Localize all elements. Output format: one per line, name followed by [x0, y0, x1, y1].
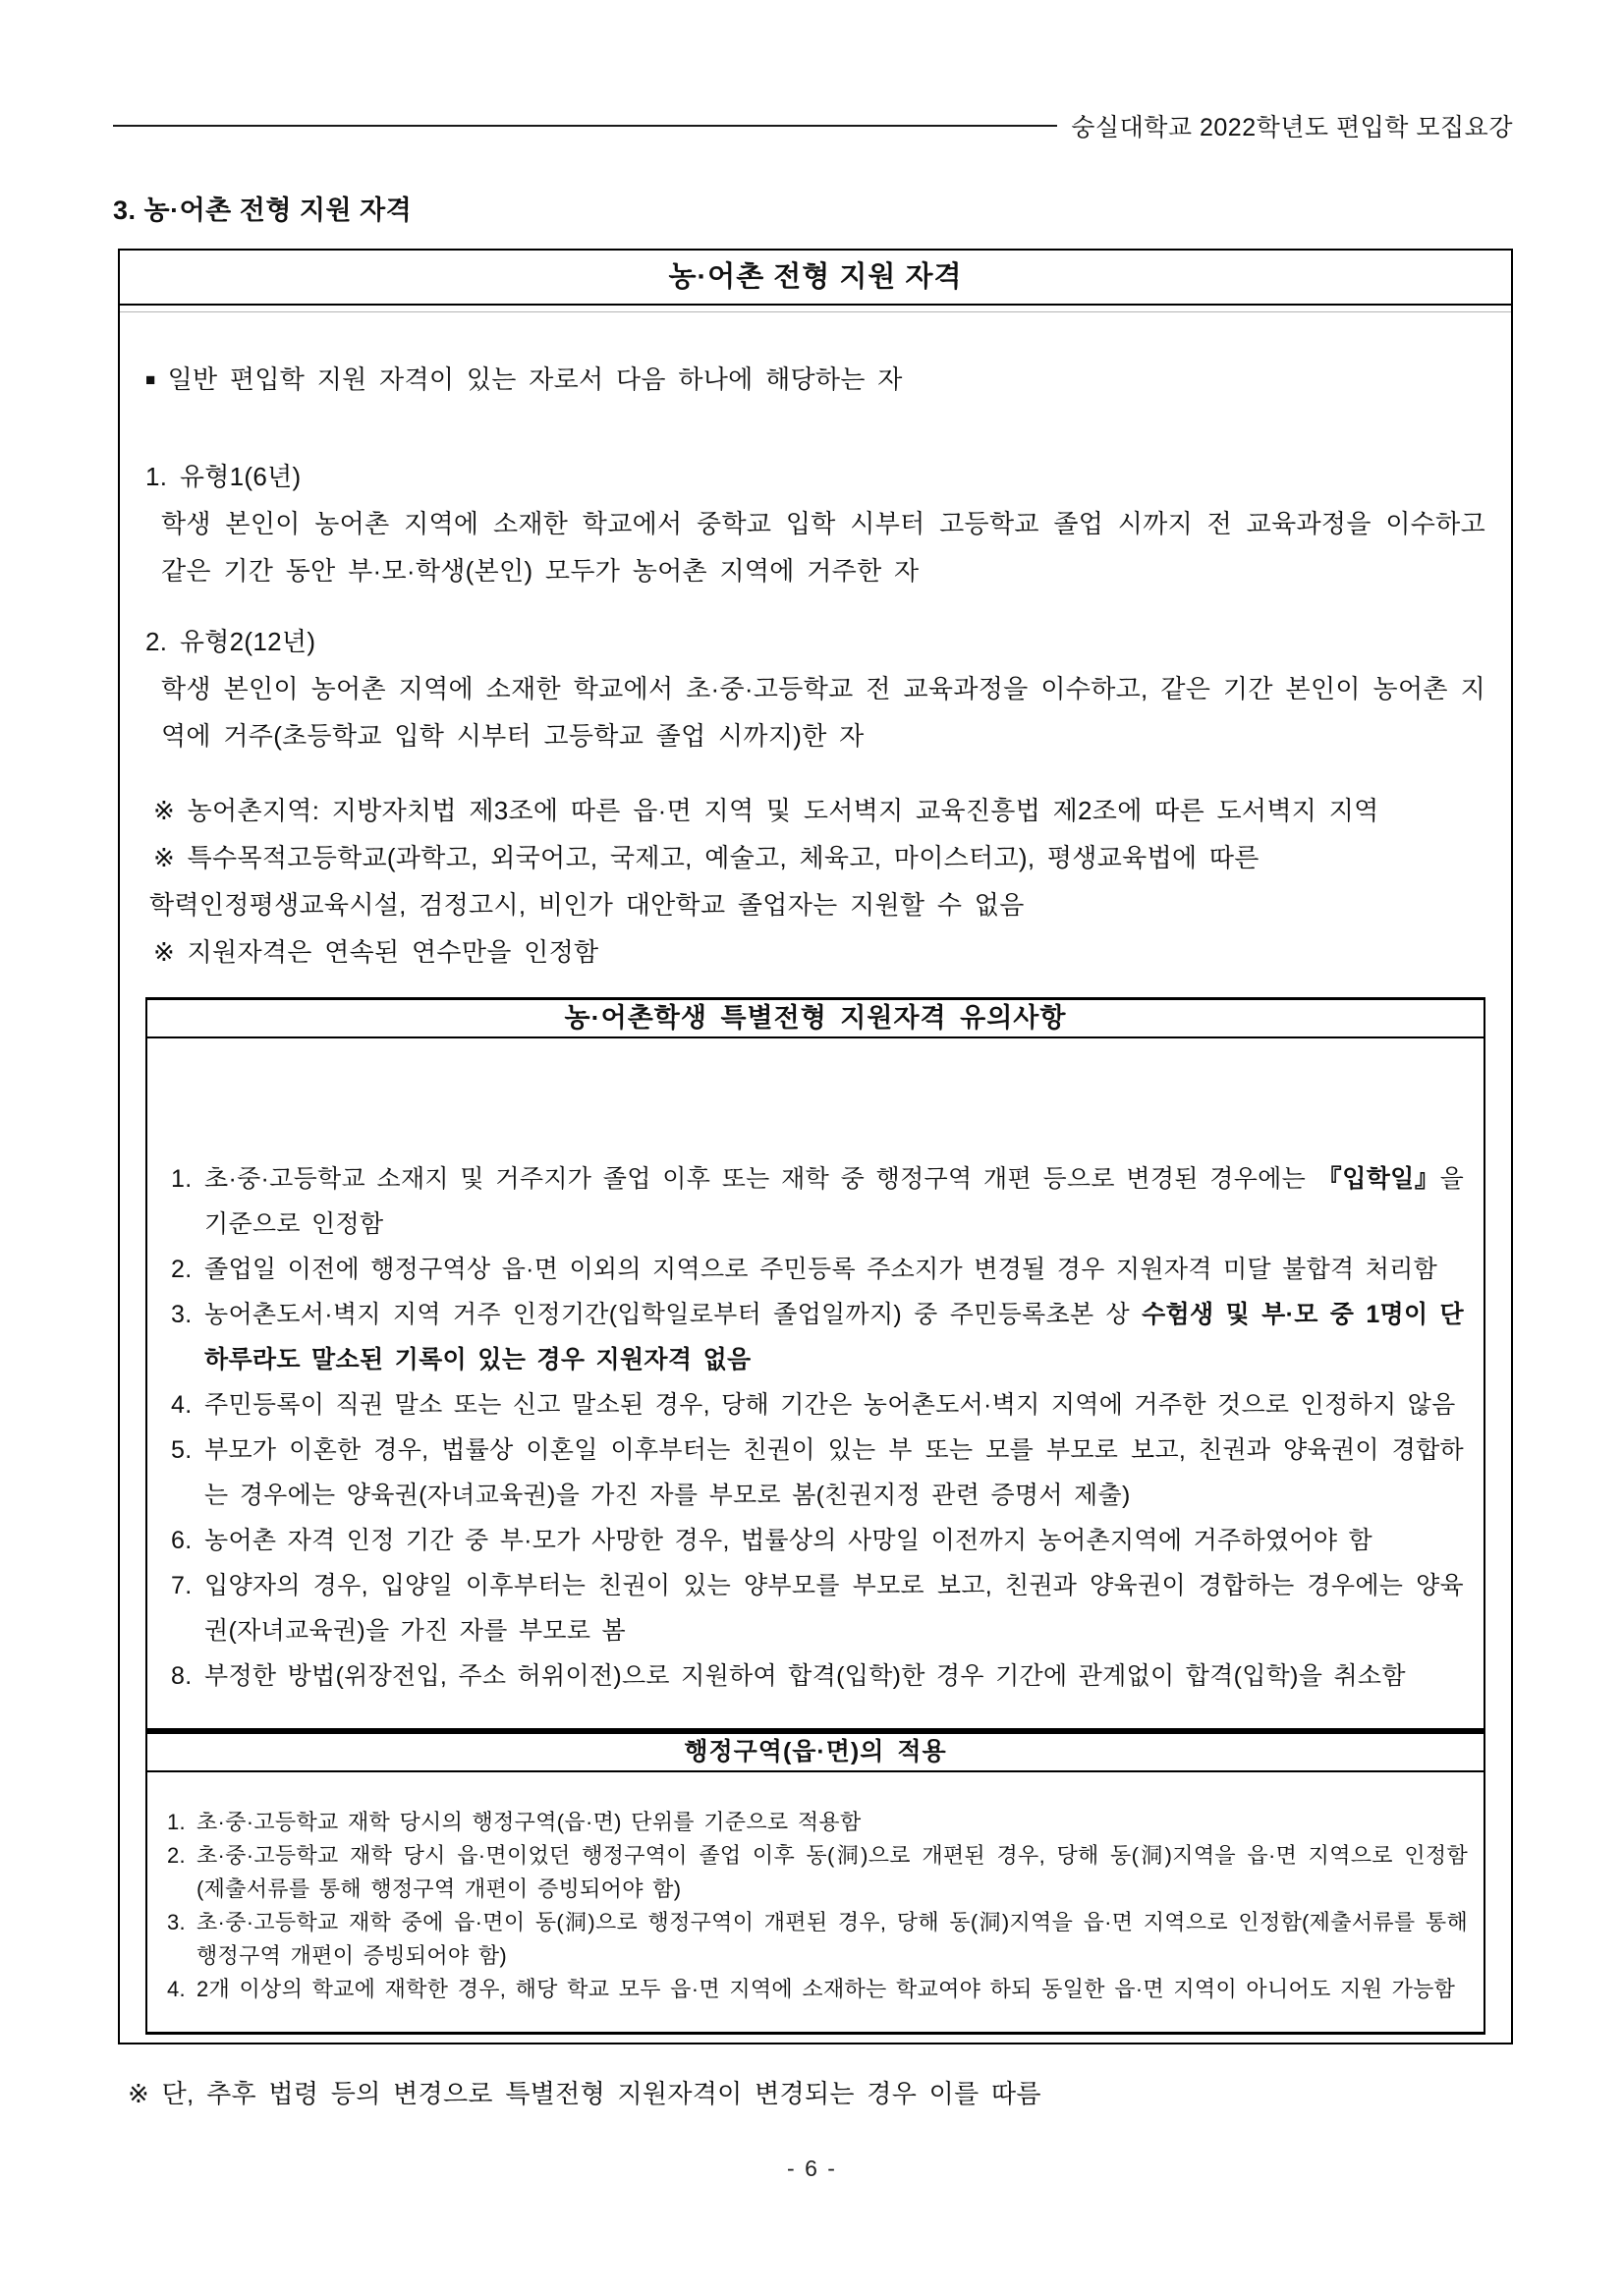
notice-item-text: 초·중·고등학교 소재지 및 거주지가 졸업 이후 또는 재학 중 행정구역 개편 등으로 변경된 경우에는 『입학일』을 기준으로 인정함 [204, 1165, 1465, 1238]
district-item [167, 1806, 1468, 1839]
notice-item-text: 입양자의 경우, 입양일 이후부터는 친권이 있는 양부모를 부모로 보고, 친권과 양육권이 경합하는 경우에는 양육권(자녀교육권)을 가진 자를 부모로 봄 [204, 1572, 1464, 1645]
district-item-text: 초·중·고등학교 재학 당시의 행정구역(읍·면) 단위를 기준으로 적용함 [196, 1810, 862, 1834]
note-line: 학력인정평생교육시설, 검정고시, 비인가 대안학교 졸업자는 지원할 수 없음 [149, 890, 1025, 920]
notice-item [171, 1518, 1464, 1563]
item-number: 2. [167, 1843, 186, 1868]
notice-item [171, 1382, 1464, 1428]
footer-note: ※ 단, 추후 법령 등의 변경으로 특별전형 지원자격이 변경되는 경우 이를 따름 [128, 2079, 1041, 2108]
notice-box-content [147, 1038, 1484, 1728]
item-number: 1. [171, 1165, 193, 1193]
eligibility-box [118, 249, 1513, 2044]
note-line: ※ 지원자격은 연속된 연수만을 인정함 [153, 937, 599, 967]
type1-heading-text: 유형1(6년) [179, 462, 302, 491]
item-number: 6. [171, 1527, 193, 1554]
type1-body: 학생 본인이 농어촌 지역에 소재한 학교에서 중학교 입학 시부터 고등학교 졸업 시까지 전 교육과정을 이수하고 같은 기간 동안 부·모·학생(본인) 모두가 농어촌 지역에 거주한 자 [161, 509, 1485, 586]
notice-item-text: 농어촌 자격 인정 기간 중 부·모가 사망한 경우, 법률상의 사망일 이전까지 농어촌지역에 거주하였어야 함 [204, 1527, 1372, 1554]
header-rule [113, 125, 1057, 127]
item-number: 3. [171, 1301, 193, 1328]
notice-item [171, 1563, 1464, 1653]
district-item [167, 1973, 1468, 2006]
district-box-content [147, 1772, 1484, 2032]
note-line: ※ 특수목적고등학교(과학고, 외국어고, 국제고, 예술고, 체육고, 마이스터고), 평생교육법에 따른 [153, 843, 1260, 872]
district-item [167, 1906, 1468, 1973]
type2-number: 2. [145, 627, 168, 656]
type2-block [145, 618, 1485, 759]
type1-number: 1. [145, 462, 168, 491]
item-number: 4. [171, 1391, 193, 1419]
section-title: 3. 농·어촌 전형 지원 자격 [113, 196, 413, 225]
notice-item [171, 1247, 1464, 1292]
item-number: 7. [171, 1572, 193, 1599]
item-number: 2. [171, 1256, 193, 1283]
notice-item [171, 1156, 1464, 1247]
notice-item-text: 농어촌도서·벽지 지역 거주 인정기간(입학일로부터 졸업일까지) 중 주민등록초본 상 수험생 및 부·모 중 1명이 단 하루라도 말소된 기록이 있는 경우 지원자격 없음 [204, 1301, 1464, 1373]
item-number: 5. [171, 1436, 193, 1464]
notice-box-title: 농·어촌학생 특별전형 지원자격 유의사항 [147, 1000, 1484, 1038]
notice-item-text: 부모가 이혼한 경우, 법률상 이혼일 이후부터는 친권이 있는 부 또는 모를 부모로 보고, 친권과 양육권이 경합하는 경우에는 양육권(자녀교육권)을 가진 자를 부모로 봄(친권지정 관련 증명서 제출) [204, 1436, 1464, 1509]
district-box [145, 1731, 1485, 2035]
notice-item [171, 1653, 1464, 1699]
item-number: 4. [167, 1977, 186, 2001]
notice-item-text: 주민등록이 직권 말소 또는 신고 말소된 경우, 당해 기간은 농어촌도서·벽지 지역에 거주한 것으로 인정하지 않음 [204, 1391, 1456, 1419]
header-title: 숭실대학교 2022학년도 편입학 모집요강 [1071, 114, 1513, 141]
item-number: 8. [171, 1662, 193, 1690]
district-item [167, 1839, 1468, 1906]
type1-heading [145, 453, 1485, 500]
type2-body: 학생 본인이 농어촌 지역에 소재한 학교에서 초·중·고등학교 전 교육과정을 이수하고, 같은 기간 본인이 농어촌 지역에 거주(초등학교 입학 시부터 고등학교 졸업 시까지)한 자 [161, 674, 1485, 751]
item-number: 3. [167, 1910, 186, 1934]
eligibility-box-title: 농·어촌 전형 지원 자격 [120, 251, 1511, 306]
type2-heading-text: 유형2(12년) [179, 627, 316, 656]
doc-header [113, 110, 1513, 141]
notice-item-text: 부정한 방법(위장전입, 주소 허위이전)으로 지원하여 합격(입학)한 경우 기간에 관계없이 합격(입학)을 취소함 [204, 1662, 1406, 1690]
district-item-text: 초·중·고등학교 재학 중에 읍·면이 동(洞)으로 행정구역이 개편된 경우, 당해 동(洞)지역을 읍·면 지역으로 인정함(제출서류를 통해 행정구역 개편이 증빙되어야 함) [196, 1910, 1468, 1968]
notice-item [171, 1428, 1464, 1518]
district-box-title: 행정구역(읍·면)의 적용 [147, 1731, 1484, 1772]
item-number: 1. [167, 1810, 186, 1834]
eligibility-box-content [120, 311, 1511, 2043]
district-item-text: 초·중·고등학교 재학 당시 읍·면이었던 행정구역이 졸업 이후 동(洞)으로 개편된 경우, 당해 동(洞)지역을 읍·면 지역으로 인정함 (제출서류를 통해 행정구역 개편이 증빙되어야 함) [196, 1843, 1468, 1901]
notes-list [145, 787, 1485, 976]
intro-text: 일반 편입학 지원 자격이 있는 자로서 다음 하나에 해당하는 자 [167, 364, 903, 394]
type2-heading [145, 618, 1485, 665]
type1-block [145, 453, 1485, 594]
page-number: - 6 - [787, 2156, 837, 2181]
square-bullet-icon: ■ [145, 370, 156, 389]
district-item-text: 2개 이상의 학교에 재학한 경우, 해당 학교 모두 읍·면 지역에 소재하는 학교여야 하되 동일한 읍·면 지역이 아니어도 지원 가능함 [196, 1977, 1456, 2001]
notice-box [145, 997, 1485, 1731]
notice-item-text: 졸업일 이전에 행정구역상 읍·면 이외의 지역으로 주민등록 주소지가 변경될 경우 지원자격 미달 불합격 처리함 [204, 1256, 1438, 1283]
note-line: ※ 농어촌지역: 지방자치법 제3조에 따른 읍·면 지역 및 도서벽지 교육진흥법 제2조에 따른 도서벽지 지역 [153, 796, 1379, 825]
notice-item [171, 1292, 1464, 1382]
intro-item [145, 356, 1485, 404]
